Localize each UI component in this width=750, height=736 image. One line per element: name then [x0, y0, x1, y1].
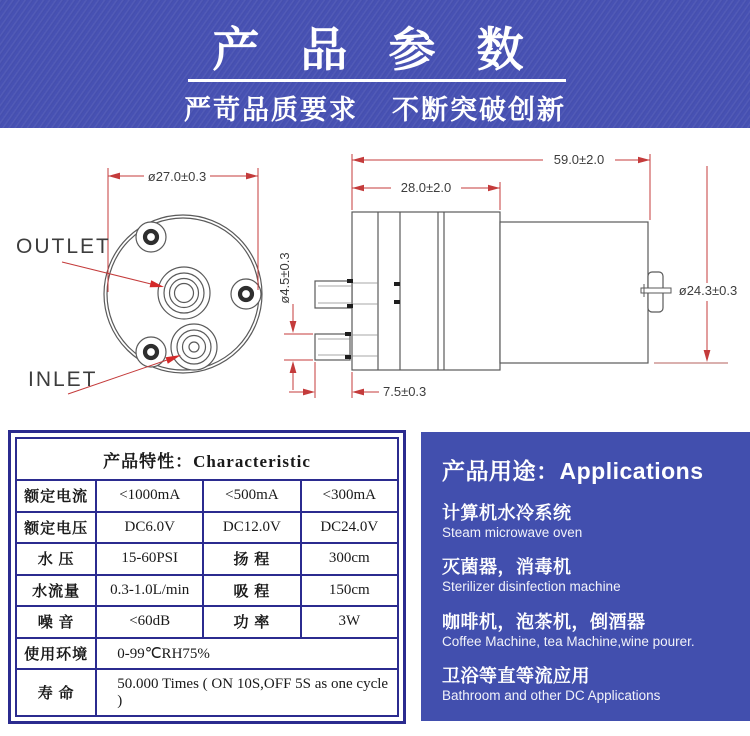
side-view: [315, 212, 671, 370]
spec-value-cell: 15-60PSI: [96, 543, 203, 575]
spec-label-cell: 使用环境: [16, 638, 96, 670]
side-outlet-port: [315, 281, 352, 308]
spec-label-cell: 额定电流: [16, 480, 96, 512]
outlet-label: OUTLET: [16, 235, 111, 258]
application-item-en: Bathroom and other DC Applications: [442, 688, 661, 703]
header-banner: [0, 0, 750, 128]
applications-panel: [421, 432, 750, 721]
application-item-zh: 卫浴等直等流应用: [442, 666, 590, 687]
application-item: [442, 503, 740, 541]
application-item-en: Sterilizer disinfection machine: [442, 579, 621, 595]
application-item-zh: 计算机水冷系统: [442, 503, 572, 523]
table-row: [16, 606, 398, 638]
application-item: [442, 557, 740, 595]
head-length-label: 28.0±2.0: [400, 180, 452, 195]
applications-title-zh: 产品用途：: [442, 458, 560, 484]
spec-value-cell: <60dB: [96, 606, 203, 638]
table-title-row: [16, 438, 398, 480]
table-title: 产品特性：Characteristic: [16, 438, 398, 480]
spec-value-cell: 0-99℃RH75%: [96, 638, 398, 670]
side-inlet-port: [315, 334, 350, 360]
port-diameter-label: ø4.5±0.3: [277, 252, 292, 304]
spec-label-cell: 水流量: [16, 575, 96, 607]
spec-value-cell: <500mA: [203, 480, 300, 512]
spec-value-cell: 300cm: [301, 543, 398, 575]
spec-value-cell: 50.000 Times ( ON 10S,OFF 5S as one cycle ): [96, 669, 398, 716]
mounting-tab-right: [231, 279, 261, 309]
spec-value-cell: <1000mA: [96, 480, 203, 512]
application-item-en: Steam microwave oven: [442, 524, 583, 540]
technical-drawing: [0, 128, 750, 430]
pump-drawing-svg: [0, 128, 750, 430]
front-diameter-label: ø27.0±0.3: [147, 169, 207, 184]
front-view: [104, 215, 262, 373]
spec-label-cell: 功 率: [203, 606, 300, 638]
subtitle-right: 不断突破创新: [392, 95, 566, 125]
application-item-en: Coffee Machine, tea Machine,wine pourer.: [442, 633, 695, 649]
spec-label-cell: 扬 程: [203, 543, 300, 575]
application-item: [442, 612, 740, 650]
spec-table: [8, 430, 406, 724]
applications-title: [442, 453, 740, 486]
applications-title-en: Applications: [559, 458, 704, 484]
application-item-zh: 咖啡机，泡茶机，倒酒器: [442, 611, 646, 632]
application-item: [442, 666, 740, 704]
spec-value-cell: 150cm: [301, 575, 398, 607]
inlet-label: INLET: [28, 368, 98, 391]
spec-value-cell: DC6.0V: [96, 512, 203, 544]
page-subtitle: [0, 88, 750, 127]
motor-diameter-label: ø24.3±0.3: [678, 283, 738, 298]
spec-value-cell: DC12.0V: [203, 512, 300, 544]
port-offset-label: 7.5±0.3: [383, 384, 427, 399]
spec-value-cell: 3W: [301, 606, 398, 638]
title-underline: [188, 79, 566, 82]
spec-value-cell: 0.3-1.0L/min: [96, 575, 203, 607]
spec-value-cell: DC24.0V: [301, 512, 398, 544]
subtitle-left: 严苛品质要求: [184, 95, 358, 125]
application-item-zh: 灭菌器，消毒机: [442, 557, 572, 578]
table-row: [16, 512, 398, 544]
table-row: [16, 575, 398, 607]
page-title: 产 品 参 数: [212, 23, 538, 76]
spec-label-cell: 噪 音: [16, 606, 96, 638]
spec-value-cell: <300mA: [301, 480, 398, 512]
mounting-tab-bottom-left: [136, 337, 166, 367]
mounting-tab-top-left: [136, 222, 166, 252]
overall-length-label: 59.0±2.0: [553, 152, 605, 167]
inlet-port: [171, 324, 217, 370]
outlet-port: [158, 267, 210, 319]
spec-label-cell: 寿 命: [16, 669, 96, 716]
table-row: [16, 480, 398, 512]
spec-label-cell: 额定电压: [16, 512, 96, 544]
table-row: [16, 638, 398, 670]
spec-label-cell: 水 压: [16, 543, 96, 575]
spec-label-cell: 吸 程: [203, 575, 300, 607]
table-row: [16, 543, 398, 575]
table-row: [16, 669, 398, 716]
